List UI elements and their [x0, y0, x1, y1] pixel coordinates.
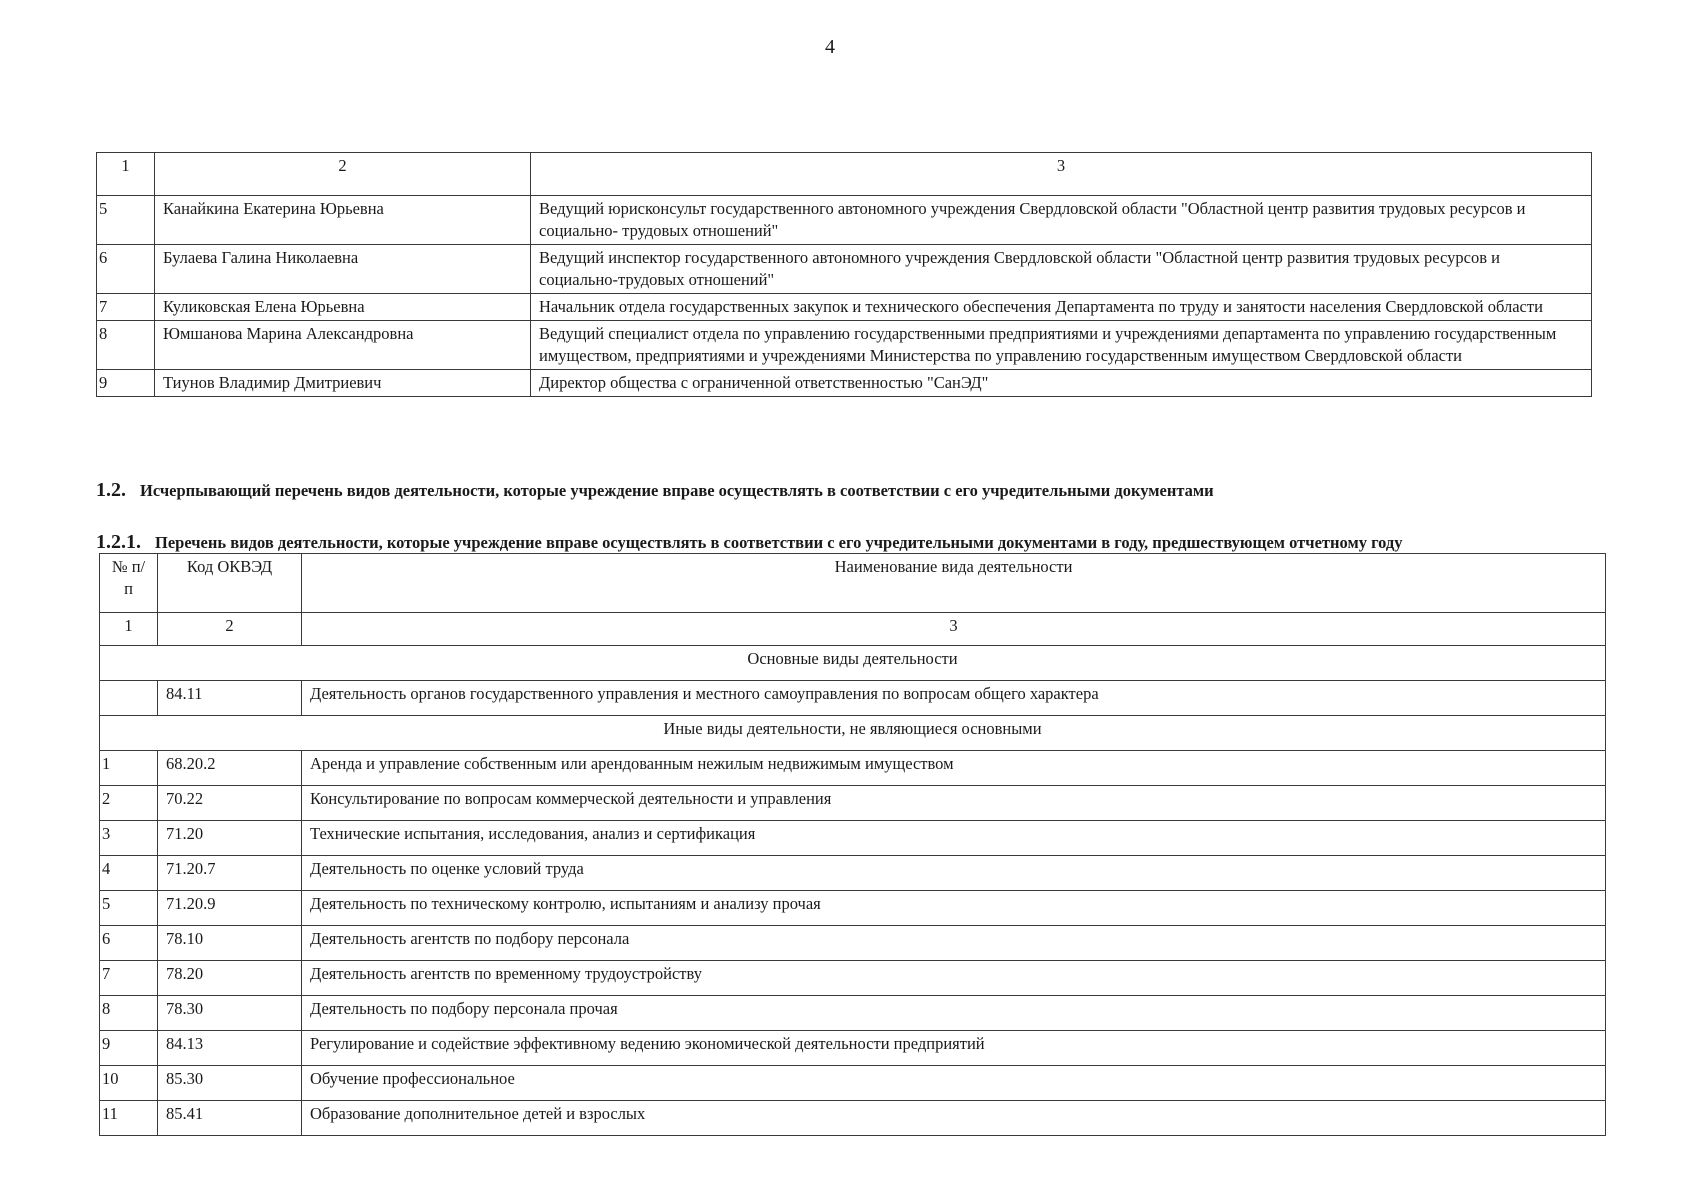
member-position: Ведущий юрисконсульт государственного автономного учреждения Свердловской области "Областной центр развития трудовых ресурсов и социально- трудовых отношений" [531, 196, 1592, 245]
row-number: 11 [100, 1101, 158, 1136]
member-position: Ведущий специалист отдела по управлению государственными предприятиями и учреждениями департамента по управлению государственным имуществом, предприятиями и учреждениями Министерства по управлению государственным имуществом Свердловской области [531, 321, 1592, 370]
okved-code: 78.30 [158, 996, 302, 1031]
index-cell: 1 [100, 613, 158, 646]
table-row [100, 891, 1606, 926]
table-row [97, 370, 1592, 397]
table-row [100, 751, 1606, 786]
activity-name: Деятельность агентств по подбору персонала [302, 926, 1606, 961]
table-header-row [100, 554, 1606, 613]
table-row [100, 1066, 1606, 1101]
table-row [97, 196, 1592, 245]
index-cell: 2 [158, 613, 302, 646]
row-number: 9 [100, 1031, 158, 1066]
section-number: 1.2.1. [96, 531, 141, 553]
activity-name: Деятельность по оценке условий труда [302, 856, 1606, 891]
page-number: 4 [825, 36, 835, 58]
table-row [100, 856, 1606, 891]
table-row [100, 996, 1606, 1031]
row-number: 8 [97, 321, 155, 370]
okved-code: 71.20 [158, 821, 302, 856]
okved-code: 85.41 [158, 1101, 302, 1136]
table-row [97, 245, 1592, 294]
table-row [100, 926, 1606, 961]
member-position: Ведущий инспектор государственного автономного учреждения Свердловской области "Областной центр развития трудовых ресурсов и социально-трудовых отношений" [531, 245, 1592, 294]
section-number: 1.2. [96, 479, 126, 501]
other-activities-heading: Иные виды деятельности, не являющиеся основными [100, 716, 1606, 751]
main-activities-heading: Основные виды деятельности [100, 646, 1606, 681]
activity-name: Технические испытания, исследования, анализ и сертификация [302, 821, 1606, 856]
member-name: Юмшанова Марина Александровна [155, 321, 531, 370]
table-row [100, 961, 1606, 996]
member-position: Начальник отдела государственных закупок и технического обеспечения Департамента по труду и занятости населения Свердловской области [531, 294, 1592, 321]
row-number: 1 [100, 751, 158, 786]
section-title: Исчерпывающий перечень видов деятельности, которые учреждение вправе осуществлять в соответствии с его учредительными документами [140, 481, 1214, 500]
row-number: 7 [100, 961, 158, 996]
member-name: Куликовская Елена Юрьевна [155, 294, 531, 321]
table-row [97, 294, 1592, 321]
member-position: Директор общества с ограниченной ответственностью "СанЭД" [531, 370, 1592, 397]
row-number: 8 [100, 996, 158, 1031]
okved-code: 68.20.2 [158, 751, 302, 786]
section-heading-1-2-1 [96, 531, 1403, 554]
row-number: 6 [97, 245, 155, 294]
index-cell: 3 [302, 613, 1606, 646]
member-name: Канайкина Екатерина Юрьевна [155, 196, 531, 245]
member-name: Булаева Галина Николаевна [155, 245, 531, 294]
section-heading-1-2 [96, 479, 1214, 502]
activity-name: Деятельность органов государственного управления и местного самоуправления по вопросам общего характера [302, 681, 1606, 716]
activities-table [99, 553, 1606, 1136]
row-number: 7 [97, 294, 155, 321]
table-row [100, 1101, 1606, 1136]
header-cell-code: Код ОКВЭД [158, 554, 302, 613]
okved-code: 71.20.7 [158, 856, 302, 891]
activity-name: Аренда и управление собственным или арендованным нежилым недвижимым имуществом [302, 751, 1606, 786]
activity-name: Консультирование по вопросам коммерческой деятельности и управления [302, 786, 1606, 821]
index-row [100, 613, 1606, 646]
okved-code: 84.13 [158, 1031, 302, 1066]
table-header-row [97, 153, 1592, 196]
row-number: 5 [97, 196, 155, 245]
activity-name: Деятельность по техническому контролю, испытаниям и анализу прочая [302, 891, 1606, 926]
table-row [100, 786, 1606, 821]
okved-code: 70.22 [158, 786, 302, 821]
activity-name: Обучение профессиональное [302, 1066, 1606, 1101]
activity-name: Регулирование и содействие эффективному ведению экономической деятельности предприятий [302, 1031, 1606, 1066]
row-number: 2 [100, 786, 158, 821]
header-cell-num: № п/п [100, 554, 158, 613]
row-number: 3 [100, 821, 158, 856]
row-number: 10 [100, 1066, 158, 1101]
table-row [100, 681, 1606, 716]
row-number: 6 [100, 926, 158, 961]
other-activities-heading-row [100, 716, 1606, 751]
header-cell-name: Наименование вида деятельности [302, 554, 1606, 613]
okved-code: 85.30 [158, 1066, 302, 1101]
header-cell: 2 [155, 153, 531, 196]
main-activities-heading-row [100, 646, 1606, 681]
row-number: 5 [100, 891, 158, 926]
table-row [100, 821, 1606, 856]
header-cell: 3 [531, 153, 1592, 196]
okved-code: 84.11 [158, 681, 302, 716]
table-row [97, 321, 1592, 370]
activity-name: Деятельность агентств по временному трудоустройству [302, 961, 1606, 996]
row-number [100, 681, 158, 716]
section-title: Перечень видов деятельности, которые учреждение вправе осуществлять в соответствии с его учредительными документами в году, предшествующем отчетному году [155, 533, 1403, 552]
header-cell: 1 [97, 153, 155, 196]
activity-name: Образование дополнительное детей и взрослых [302, 1101, 1606, 1136]
okved-code: 78.10 [158, 926, 302, 961]
table-row [100, 1031, 1606, 1066]
row-number: 9 [97, 370, 155, 397]
okved-code: 71.20.9 [158, 891, 302, 926]
okved-code: 78.20 [158, 961, 302, 996]
member-name: Тиунов Владимир Дмитриевич [155, 370, 531, 397]
activity-name: Деятельность по подбору персонала прочая [302, 996, 1606, 1031]
row-number: 4 [100, 856, 158, 891]
members-table [96, 152, 1592, 397]
